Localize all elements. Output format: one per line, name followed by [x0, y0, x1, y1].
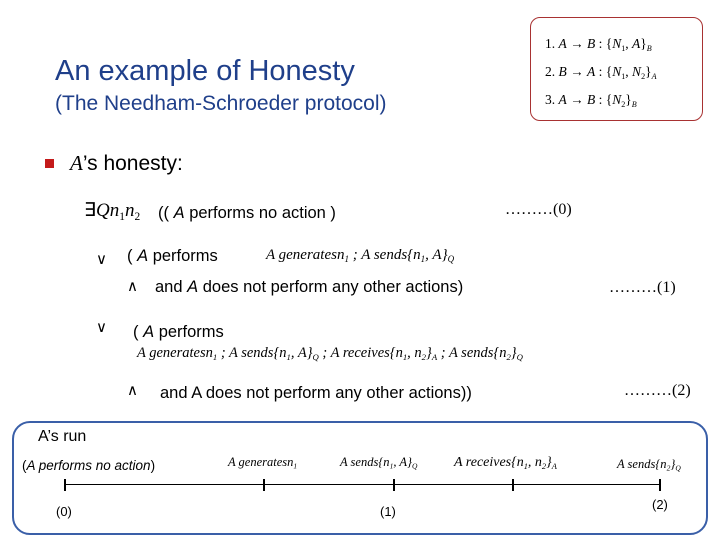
run-event-receive: A $receives\{n_1$, $n_2\}_A$: [454, 455, 557, 471]
clause-1-and-text: and A does not perform any other actions): [155, 278, 464, 296]
run-box: [12, 421, 708, 535]
clause-0-text: (( A performs no action ): [158, 204, 336, 222]
or-symbol-1: ∨: [96, 250, 107, 268]
and-symbol-1: ∧: [127, 277, 138, 295]
or-symbol-2: ∨: [96, 318, 107, 336]
honesty-heading: A’s honesty:: [70, 151, 183, 175]
slide-title: An example of Honesty: [55, 55, 355, 87]
clause-2-formula: A generatesn$_1$ ; A $sends\{n_1$, $A\}_Q$ ; A $receives\{n_1$, $n_2\}_A$ ; A $sends\{n_2\}_Q$: [137, 345, 523, 363]
timeline-tick-3: [659, 479, 661, 491]
clause-2-performs: ( A performs: [133, 323, 224, 341]
and-symbol-2: ∧: [127, 381, 138, 399]
run-label-0: (0): [56, 504, 72, 519]
run-event-send-2: A $sends\{n_2\}_Q$: [617, 457, 681, 473]
exists-formula: $\exists Qn_1n_2$: [84, 200, 141, 223]
clause-1-performs: ( A performs: [127, 247, 218, 265]
run-heading: A’s run: [38, 428, 87, 445]
timeline-tick-1b: [393, 479, 395, 491]
bullet-square-icon: [45, 159, 54, 168]
clause-2-and-text: and A does not perform any other actions)): [160, 384, 472, 402]
protocol-step-3: 3. A → B : $\{N_2\}_B$: [545, 92, 637, 109]
protocol-step-2: 2. B → A : {$N_1$, $N_2\}_A$: [545, 64, 657, 81]
timeline-tick-0: [64, 479, 66, 491]
clause-1-formula: A generatesn$_1$ ; A $sends\{n_1$, $A\}_Q$: [266, 247, 455, 265]
protocol-step-1: 1. A → B : {$N_1$, $A\}_B$: [545, 36, 652, 53]
clause-1-ref: ………(1): [609, 279, 676, 296]
slide-subtitle: (The Needham-Schroeder protocol): [55, 92, 387, 115]
run-no-action: (A performs no action): [22, 458, 156, 473]
timeline-tick-1: [263, 479, 265, 491]
run-label-2: (2): [652, 497, 668, 512]
timeline-tick-2: [512, 479, 514, 491]
protocol-box: [530, 17, 703, 121]
clause-0-ref: ………(0): [505, 201, 572, 218]
run-timeline: [65, 484, 660, 485]
clause-2-ref: ………(2): [624, 382, 691, 399]
run-event-send-1: A $sends\{n_1$, $A\}_Q$: [340, 455, 418, 471]
run-event-generate: A generatesn$_1$: [228, 455, 298, 471]
run-label-1: (1): [380, 504, 396, 519]
